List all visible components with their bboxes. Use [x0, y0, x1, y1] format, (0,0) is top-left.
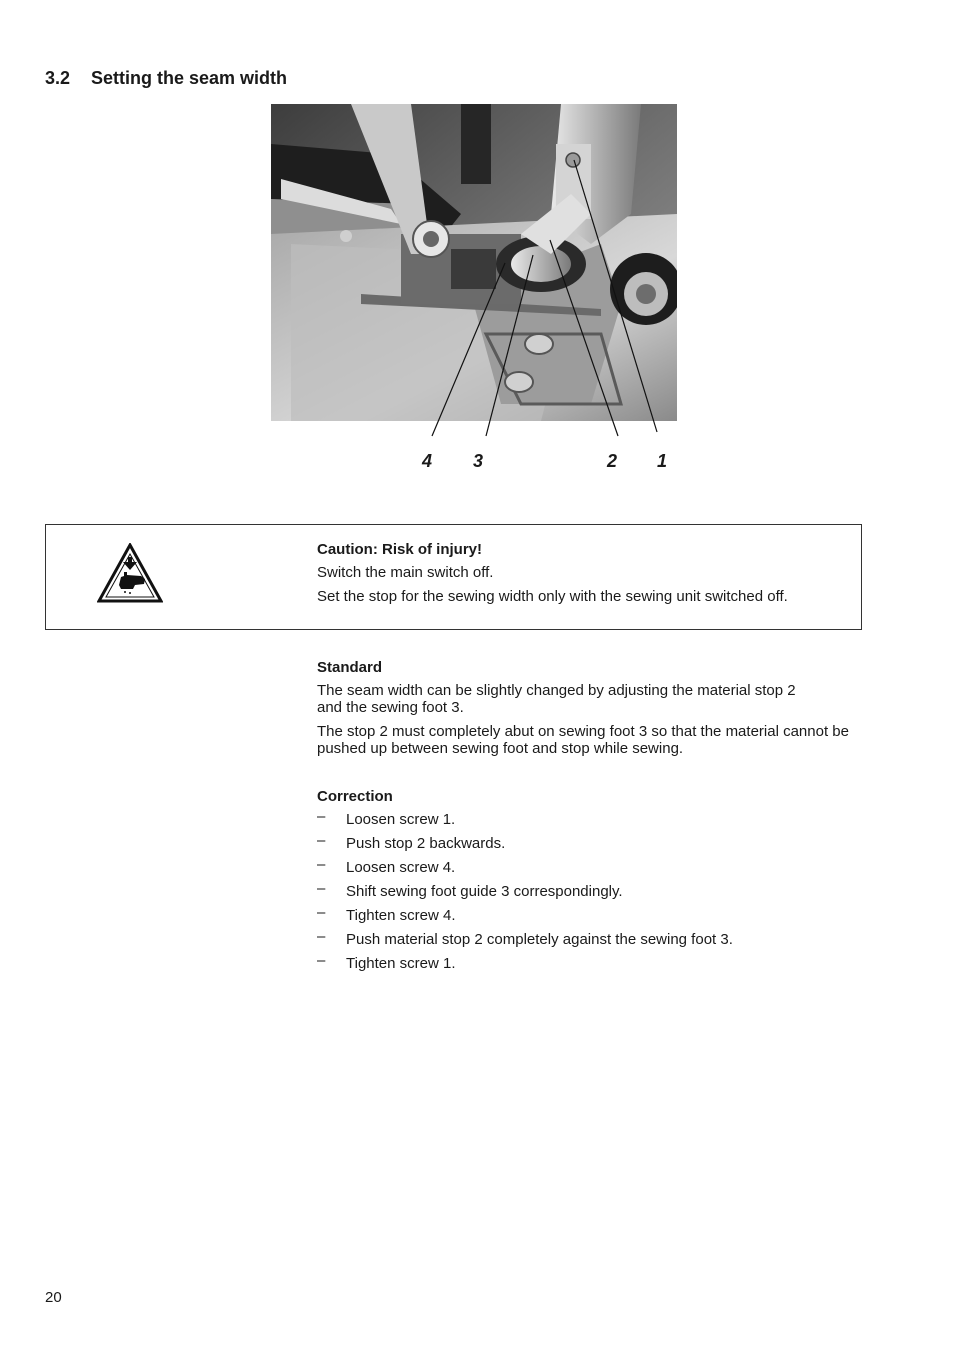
list-bullet: –	[317, 952, 326, 969]
list-item	[317, 880, 862, 907]
list-bullet: –	[317, 928, 326, 945]
section-title: Setting the seam width	[91, 68, 288, 88]
correction-steps	[317, 808, 862, 979]
step-text: Push stop 2 backwards.	[346, 835, 506, 852]
step-text: Shift sewing foot guide 3 correspondingly.	[346, 883, 623, 900]
step-text: Tighten screw 4.	[346, 907, 456, 924]
standard-paragraph: The seam width can be slightly changed by adjusting the material stop 2 and the sewing foot 3.	[317, 682, 796, 716]
list-item	[317, 808, 862, 835]
list-item	[317, 904, 862, 931]
sewing-unit-photo	[271, 104, 677, 421]
callout-3: 3	[473, 451, 484, 471]
step-text: Tighten screw 1.	[346, 955, 456, 972]
page-number: 20	[45, 1289, 62, 1306]
list-bullet: –	[317, 856, 326, 873]
list-bullet: –	[317, 904, 326, 921]
standard-section	[317, 659, 862, 764]
step-text: Push material stop 2 completely against the sewing foot 3.	[346, 931, 733, 948]
callout-4: 4	[422, 451, 433, 471]
list-bullet: –	[317, 880, 326, 897]
callout-1: 1	[657, 451, 668, 471]
section-number: 3.2	[45, 68, 71, 88]
hand-crush-warning-icon	[97, 543, 163, 603]
correction-title: Correction	[317, 788, 393, 805]
section-heading	[45, 68, 287, 89]
list-bullet: –	[317, 832, 326, 849]
caution-text	[317, 541, 862, 612]
callout-2: 2	[607, 451, 618, 471]
caution-box	[45, 524, 862, 630]
standard-paragraph: The stop 2 must completely abut on sewing foot 3 so that the material cannot be pushed up between sewing foot and stop while sewing.	[317, 723, 849, 757]
list-bullet: –	[317, 808, 326, 825]
caution-title: Caution: Risk of injury!	[317, 541, 482, 558]
caution-line: Set the stop for the sewing width only with the sewing unit switched off.	[317, 588, 788, 605]
list-item	[317, 928, 862, 955]
correction-section	[317, 788, 862, 979]
step-text: Loosen screw 4.	[346, 859, 456, 876]
caution-line: Switch the main switch off.	[317, 564, 494, 581]
standard-title: Standard	[317, 659, 383, 676]
list-item	[317, 952, 862, 979]
list-item	[317, 856, 862, 883]
step-text: Loosen screw 1.	[346, 811, 456, 828]
list-item	[317, 832, 862, 859]
